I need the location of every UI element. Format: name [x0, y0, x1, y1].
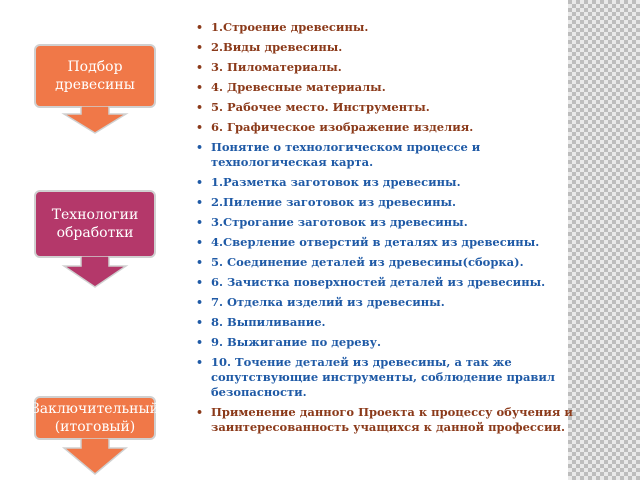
list-item: • 6. Графическое изображение изделия.: [196, 120, 474, 134]
list-item: • 5. Рабочее место. Инструменты.: [196, 100, 430, 114]
topic-list: [194, 20, 574, 440]
callout-label: Заключительный (итоговый): [34, 396, 156, 440]
list-item: • 4. Древесные материалы.: [196, 80, 386, 94]
list-item: • 9. Выжигание по дереву.: [196, 335, 381, 349]
list-item: • 7. Отделка изделий из древесины.: [196, 295, 445, 309]
list-item: • 8. Выпиливание.: [196, 315, 326, 329]
list-item: • 10. Точение деталей из древесины, а так же сопутствующие инструменты, соблюдение правил безопасности.: [196, 355, 556, 399]
list-item: • 1.Разметка заготовок из древесины.: [196, 175, 461, 189]
list-item: • 3. Пиломатериалы.: [196, 60, 342, 74]
down-arrow-icon: [34, 106, 156, 134]
list-item: • 4.Сверление отверстий в деталях из древесины.: [196, 235, 540, 249]
list-item: • Понятие о технологическом процессе и технологическая карта.: [196, 140, 481, 169]
list-item: • 3.Строгание заготовок из древесины.: [196, 215, 468, 229]
callout-label: Технологии обработки: [34, 190, 156, 258]
decorative-stripe: [568, 0, 640, 480]
list-item: • 6. Зачистка поверхностей деталей из древесины.: [196, 275, 546, 289]
list-item: • 1.Строение древесины.: [196, 20, 369, 34]
callout-processing-tech: [34, 190, 156, 288]
list-item: • 2.Виды древесины.: [196, 40, 343, 54]
list-item: • 2.Пиление заготовок из древесины.: [196, 195, 457, 209]
callout-final-stage: [31, 396, 159, 480]
callout-wood-selection: [34, 44, 156, 134]
list-item: • 5. Соединение деталей из древесины(сборка).: [196, 255, 524, 269]
list-item: • Применение данного Проекта к процессу обучения и заинтересованность учащихся к данной профессии.: [196, 405, 573, 434]
callout-label: Подбор древесины: [34, 44, 156, 108]
down-arrow-icon: [34, 256, 156, 288]
down-arrow-icon: [34, 438, 156, 476]
